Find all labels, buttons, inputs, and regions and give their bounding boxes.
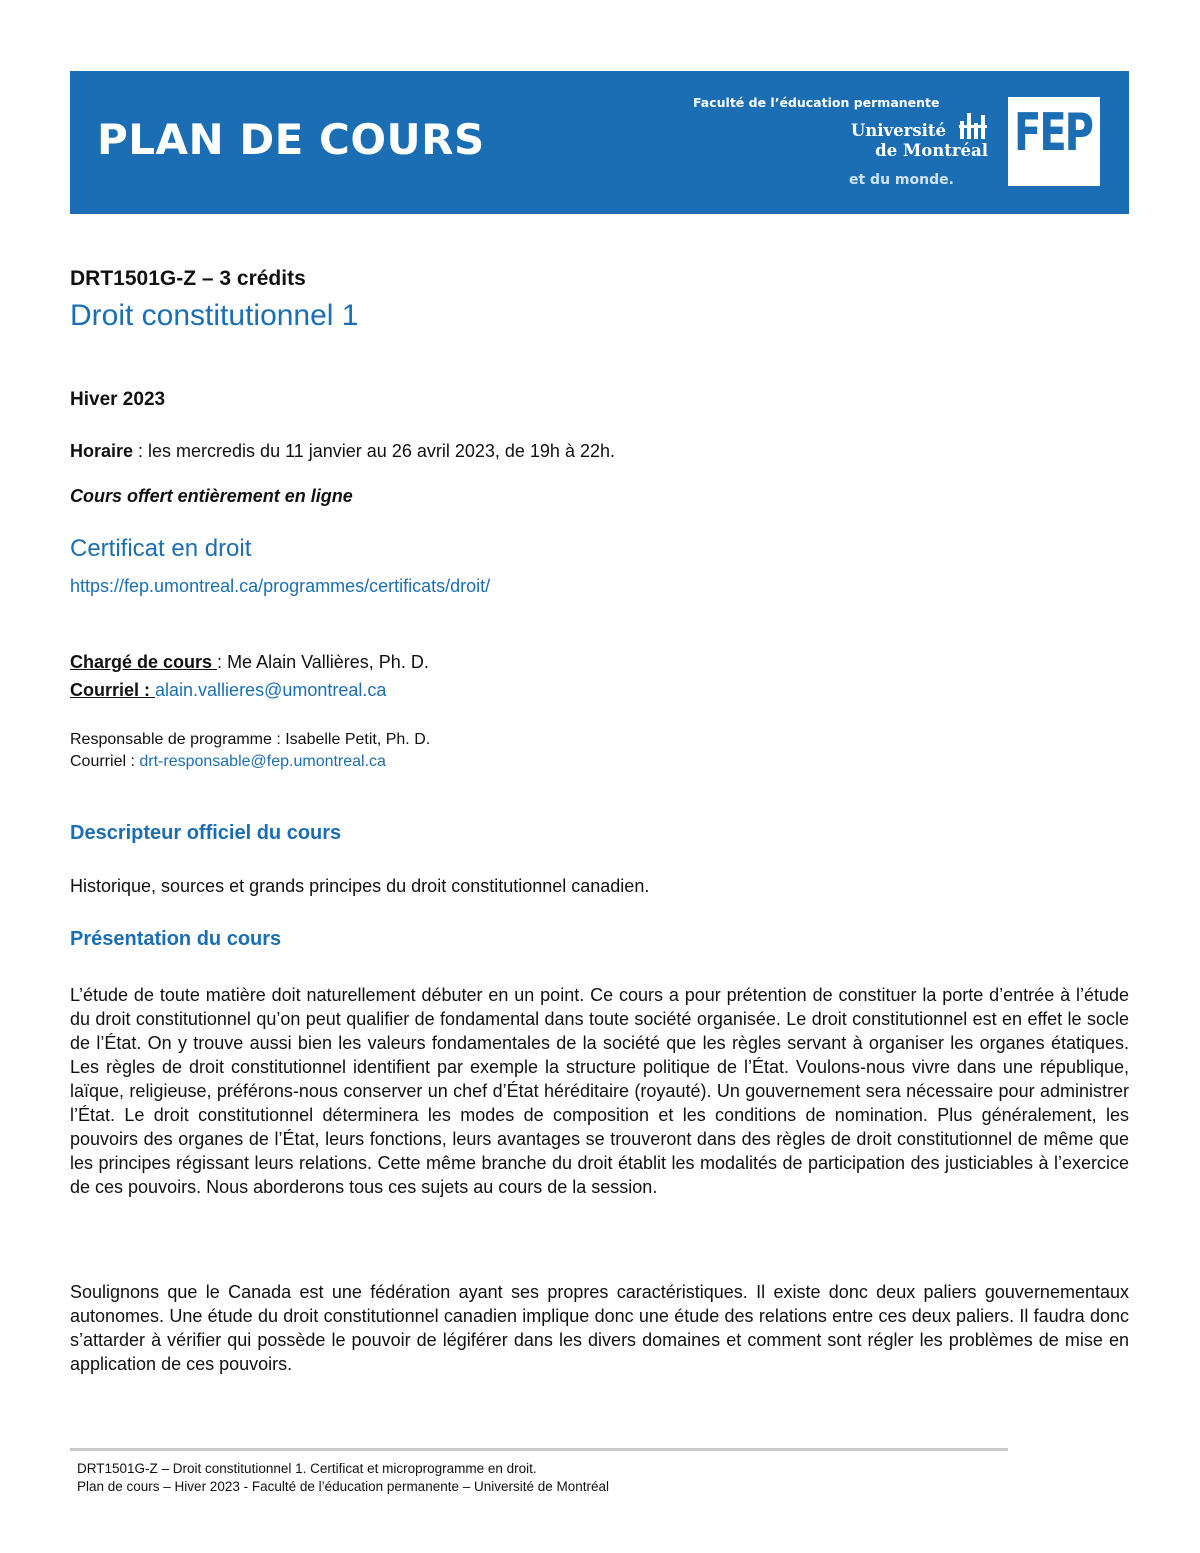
- lecturer-email-label: Courriel: [70, 680, 145, 700]
- lecturer-email-link[interactable]: alain.vallieres@umontreal.ca: [155, 680, 387, 700]
- descriptor-text: Historique, sources et grands principes du droit constitutionnel canadien.: [70, 876, 650, 896]
- responsible-email-label: Courriel :: [70, 753, 140, 770]
- faculty-label: Faculté de l’éducation permanente: [693, 95, 940, 110]
- responsible-email-line: [70, 752, 386, 772]
- program-title: Certificat en droit: [70, 535, 252, 562]
- fep-logo: [1008, 97, 1100, 186]
- university-name-line1: Université: [850, 121, 946, 140]
- schedule-label: Horaire: [70, 441, 134, 461]
- footer-line-2: Plan de cours – Hiver 2023 - Faculté de l’éducation permanente – Université de Montréal: [77, 1479, 610, 1494]
- university-logo: [830, 107, 990, 160]
- program-responsible: Responsable de programme : Isabelle Petit, Ph. D.: [70, 731, 431, 748]
- page-title: PLAN DE COURS: [97, 115, 485, 164]
- lecturer-email-line: [70, 679, 386, 702]
- university-name-line2: de Montréal: [875, 141, 988, 160]
- footer-line-1: DRT1501G-Z – Droit constitutionnel 1. Certificat et microprogramme en droit.: [77, 1461, 537, 1476]
- lecturer-separator: :: [217, 652, 228, 672]
- footer-divider: [70, 1448, 1008, 1451]
- session-label: Hiver 2023: [70, 389, 166, 410]
- program-url-link[interactable]: https://fep.umontreal.ca/programmes/certificats/droit/: [70, 576, 491, 596]
- descriptor-heading: Descripteur officiel du cours: [70, 822, 342, 844]
- university-towers-icon: [958, 109, 990, 141]
- tagline: et du monde.: [849, 172, 954, 188]
- lecturer-label: Chargé de cours: [70, 652, 218, 672]
- header-banner: [70, 71, 1129, 214]
- schedule-line: [70, 440, 615, 463]
- schedule-value: : les mercredis du 11 janvier au 26 avril 2023, de 19h à 22h.: [133, 441, 615, 461]
- lecturer-line: [70, 651, 429, 674]
- presentation-heading: Présentation du cours: [70, 928, 282, 950]
- course-title: Droit constitutionnel 1: [70, 299, 359, 332]
- course-code-credits: DRT1501G-Z – 3 crédits: [70, 267, 306, 290]
- presentation-paragraph-2: Soulignons que le Canada est une fédération ayant ses propres caractéristiques. Il existe donc deux paliers gouvernementaux autonomes. Une étude du droit constitutionnel canadien implique donc une étude des relations entre ces deux paliers. Il faudra donc s’attarder à vérifier qui possède le pouvoir de légiférer dans les divers domaines et comment sont régler les problèmes de mise en application de ces pouvoirs.: [70, 1282, 1129, 1374]
- lecturer-name: Me Alain Vallières, Ph. D.: [227, 652, 429, 672]
- fep-logo-text: FEP: [1014, 103, 1092, 163]
- presentation-paragraph-1: L’étude de toute matière doit naturellement débuter en un point. Ce cours a pour prétention de constituer la porte d’entrée à l’étude du droit constitutionnel qu’on peut qualifier de fondamental dans toute société organisée. Le droit constitutionnel est en effet le socle de l’État. On y trouve aussi bien les valeurs fondamentales de la société que les règles servant à organiser les organes étatiques. Les règles de droit constitutionnel identifient par exemple la structure politique de l’État. Voulons-nous vivre dans une république, laïque, religieuse, préférons-nous conserver un chef d’État héréditaire (royauté). Un gouvernement sera nécessaire pour administrer l’État. Le droit constitutionnel déterminera les modes de composition et les conditions de nomination. Plus généralement, les pouvoirs des organes de l’État, leurs fonctions, leurs avantages se trouveront dans des règles de droit constitutionnel de même que les principes régissant leurs relations. Cette même branche du droit établit les modalités de participation des justiciables à l’exercice de ces pouvoirs. Nous aborderons tous ces sujets au cours de la session.: [70, 985, 1129, 1197]
- delivery-mode: Cours offert entièrement en ligne: [70, 486, 353, 506]
- responsible-email-link[interactable]: drt-responsable@fep.umontreal.ca: [139, 753, 386, 770]
- lecturer-email-separator: :: [144, 680, 156, 700]
